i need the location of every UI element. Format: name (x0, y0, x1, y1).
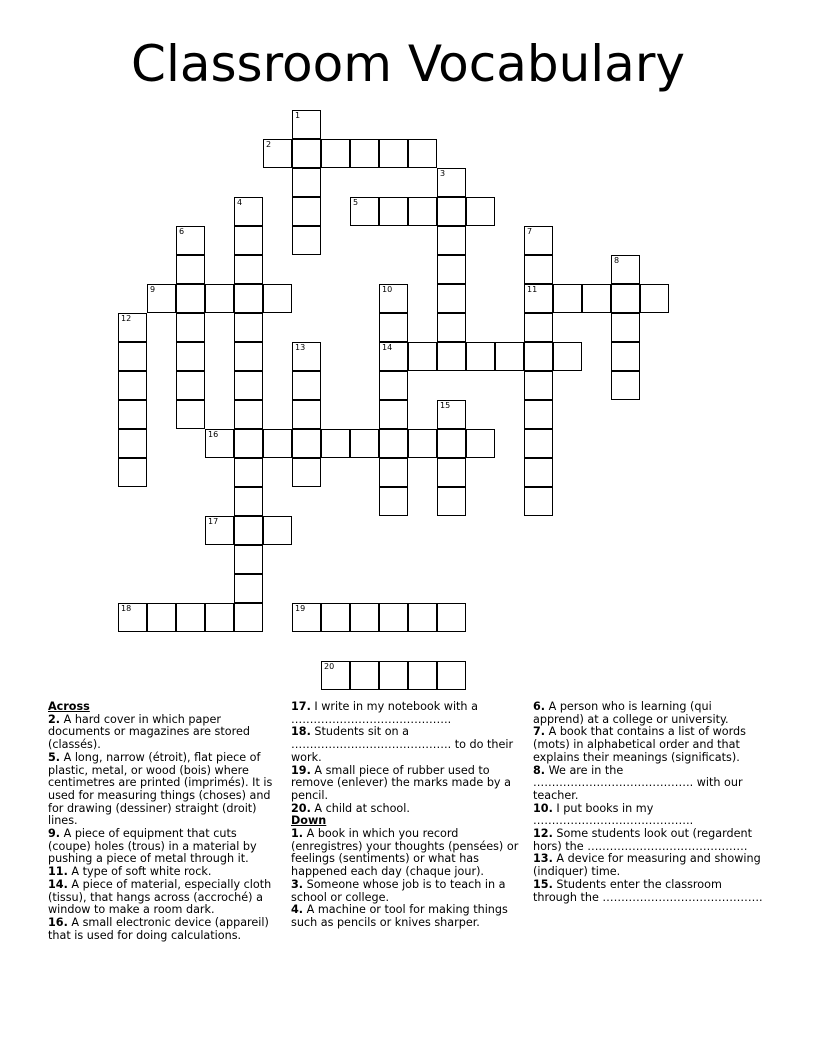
grid-cell[interactable] (379, 139, 408, 168)
grid-cell[interactable] (234, 400, 263, 429)
grid-cell[interactable] (321, 603, 350, 632)
grid-cell[interactable] (437, 226, 466, 255)
clue-item-text: Students enter the classroom through the ……………………………………. (533, 877, 763, 904)
clue-item-number: 18. (291, 725, 311, 739)
clue-number: 8 (614, 256, 620, 265)
clue-item (291, 879, 525, 904)
grid-cell[interactable] (205, 603, 234, 632)
grid-cell[interactable] (118, 313, 147, 342)
clue-number: 1 (295, 111, 301, 120)
clue-item (533, 803, 765, 828)
grid-cell[interactable] (292, 110, 321, 139)
grid-cell[interactable] (611, 371, 640, 400)
grid-cell[interactable] (582, 284, 611, 313)
grid-cell[interactable] (234, 255, 263, 284)
clue-item-text: I put books in my ……………………………………. (533, 801, 694, 828)
grid-cell[interactable] (205, 284, 234, 313)
clue-item (48, 714, 282, 752)
grid-cell[interactable] (379, 603, 408, 632)
grid-cell[interactable] (611, 255, 640, 284)
grid-cell[interactable] (553, 342, 582, 371)
grid-cell[interactable] (437, 661, 466, 690)
clues-column-2 (291, 701, 525, 930)
grid-cell[interactable] (408, 342, 437, 371)
clues-column-1 (48, 701, 282, 942)
grid-cell[interactable] (379, 400, 408, 429)
grid-cell[interactable] (176, 371, 205, 400)
grid-cell[interactable] (176, 255, 205, 284)
grid-cell[interactable] (379, 197, 408, 226)
clue-item-number: 13. (533, 852, 553, 866)
clue-number: 19 (295, 604, 306, 613)
clue-number: 2 (266, 140, 272, 149)
clue-item-text: A machine or tool for making things such as pencils or knives sharper. (291, 903, 508, 929)
grid-cell[interactable] (321, 429, 350, 458)
grid-cell[interactable] (524, 487, 553, 516)
grid-cell[interactable] (524, 226, 553, 255)
grid-cell[interactable] (553, 284, 582, 313)
grid-cell[interactable] (292, 400, 321, 429)
clue-number: 15 (440, 401, 451, 410)
clue-item-text: A piece of material, especially cloth (tissu), that hangs across (accroché) a window to make a room dark. (48, 877, 272, 917)
clue-item-number: 11. (48, 865, 68, 879)
grid-cell[interactable] (350, 429, 379, 458)
grid-cell[interactable] (292, 458, 321, 487)
grid-cell[interactable] (379, 661, 408, 690)
grid-cell[interactable] (408, 197, 437, 226)
clue-number: 13 (295, 343, 306, 352)
grid-cell[interactable] (234, 574, 263, 603)
clue-item-text: A type of soft white rock. (71, 865, 212, 879)
clue-item (48, 879, 282, 917)
clue-number: 6 (179, 227, 185, 236)
clue-item-number: 9. (48, 827, 61, 841)
clue-item (291, 828, 525, 879)
clue-item-text: A long, narrow (étroit), flat piece of plastic, metal, or wood (bois) where centimetres are printed (imprimés). It is used for measuring things (choses) and for drawing (dessiner) straight (droit) lines. (48, 750, 273, 828)
grid-cell[interactable] (234, 284, 263, 313)
clue-item-text: A small electronic device (appareil) that is used for doing calculations. (48, 915, 269, 942)
grid-cell[interactable] (292, 603, 321, 632)
grid-cell[interactable] (640, 284, 669, 313)
grid-cell[interactable] (321, 139, 350, 168)
grid-cell[interactable] (408, 429, 437, 458)
clue-item-number: 1. (291, 827, 304, 841)
clue-item-number: 6. (533, 700, 546, 713)
clue-item-number: 17. (291, 700, 311, 713)
clue-item (533, 701, 765, 726)
grid-cell[interactable] (176, 313, 205, 342)
clue-number: 9 (150, 285, 156, 294)
grid-cell[interactable] (234, 313, 263, 342)
grid-cell[interactable] (495, 342, 524, 371)
grid-cell[interactable] (350, 197, 379, 226)
clue-item-number: 20. (291, 801, 311, 815)
clue-item-number: 10. (533, 801, 553, 815)
grid-cell[interactable] (292, 429, 321, 458)
grid-cell[interactable] (321, 661, 350, 690)
clue-item-number: 15. (533, 877, 553, 891)
grid-cell[interactable] (437, 255, 466, 284)
grid-cell[interactable] (524, 458, 553, 487)
clue-item-number: 2. (48, 712, 61, 726)
clue-item (48, 917, 282, 942)
grid-cell[interactable] (524, 429, 553, 458)
grid-cell[interactable] (379, 284, 408, 313)
clue-item-number: 7. (533, 725, 546, 739)
grid-cell[interactable] (437, 429, 466, 458)
clue-number: 17 (208, 517, 219, 526)
grid-cell[interactable] (176, 400, 205, 429)
grid-cell[interactable] (292, 342, 321, 371)
clue-item (291, 765, 525, 803)
grid-cell[interactable] (234, 197, 263, 226)
grid-cell[interactable] (118, 603, 147, 632)
grid-cell[interactable] (350, 661, 379, 690)
grid-cell[interactable] (147, 284, 176, 313)
grid-cell[interactable] (379, 458, 408, 487)
clue-number: 18 (121, 604, 132, 613)
grid-cell[interactable] (524, 400, 553, 429)
clue-number: 14 (382, 343, 393, 352)
clue-item (48, 828, 282, 866)
grid-cell[interactable] (437, 168, 466, 197)
grid-cell[interactable] (350, 603, 379, 632)
clue-item (533, 879, 765, 904)
grid-cell[interactable] (292, 139, 321, 168)
grid-cell[interactable] (408, 661, 437, 690)
grid-cell[interactable] (379, 342, 408, 371)
clue-item (48, 752, 282, 828)
grid-cell[interactable] (611, 342, 640, 371)
grid-cell[interactable] (234, 342, 263, 371)
clue-item-text: Students sit on a ……………………………………. to do their work. (291, 725, 514, 764)
grid-cell[interactable] (292, 226, 321, 255)
grid-cell[interactable] (176, 342, 205, 371)
clue-item-number: 16. (48, 915, 68, 929)
grid-cell[interactable] (147, 603, 176, 632)
clue-item-number: 19. (291, 763, 311, 777)
grid-cell[interactable] (118, 458, 147, 487)
clue-item-text: A small piece of rubber used to remove (enlever) the marks made by a pencil. (291, 763, 511, 802)
grid-cell[interactable] (234, 603, 263, 632)
clue-item (533, 853, 765, 878)
clue-item-text: A device for measuring and showing (indiquer) time. (533, 852, 761, 879)
clue-item-text: A hard cover in which paper documents or magazines are stored (classés). (48, 712, 250, 752)
grid-cell[interactable] (524, 284, 553, 313)
grid-cell[interactable] (234, 429, 263, 458)
grid-cell[interactable] (118, 371, 147, 400)
grid-cell[interactable] (292, 371, 321, 400)
grid-cell[interactable] (524, 313, 553, 342)
grid-cell[interactable] (611, 284, 640, 313)
grid-cell[interactable] (118, 429, 147, 458)
grid-cell[interactable] (437, 400, 466, 429)
grid-cell[interactable] (466, 429, 495, 458)
grid-cell[interactable] (611, 313, 640, 342)
grid-cell[interactable] (437, 603, 466, 632)
grid-cell[interactable] (437, 197, 466, 226)
clue-item-text: Some students look out (regardent hors) the ……………………………………. (533, 827, 752, 853)
grid-cell[interactable] (263, 284, 292, 313)
clue-item-number: 8. (533, 763, 546, 777)
grid-cell[interactable] (437, 342, 466, 371)
clue-item-number: 5. (48, 750, 61, 764)
grid-cell[interactable] (437, 313, 466, 342)
clue-number: 11 (527, 285, 538, 294)
clue-number: 12 (121, 314, 132, 323)
grid-cell[interactable] (524, 255, 553, 284)
grid-cell[interactable] (234, 458, 263, 487)
clue-number: 16 (208, 430, 219, 439)
clue-item-text: I write in my notebook with a ……………………………………. (291, 700, 478, 726)
clue-number: 7 (527, 227, 533, 236)
clue-item (533, 726, 765, 764)
clue-item-number: 12. (533, 827, 553, 841)
grid-cell[interactable] (176, 603, 205, 632)
clue-number: 10 (382, 285, 393, 294)
grid-cell[interactable] (292, 197, 321, 226)
grid-cell[interactable] (234, 226, 263, 255)
grid-cell[interactable] (408, 603, 437, 632)
grid-cell[interactable] (205, 516, 234, 545)
grid-cell[interactable] (379, 487, 408, 516)
grid-cell[interactable] (263, 516, 292, 545)
grid-cell[interactable] (524, 342, 553, 371)
page-title: Classroom Vocabulary (131, 35, 685, 93)
grid-cell[interactable] (118, 342, 147, 371)
clue-item-number: 3. (291, 877, 304, 891)
grid-cell[interactable] (524, 371, 553, 400)
clue-item-text: A book in which you record (enregistres) your thoughts (pensées) or feelings (sentiments) or what has happened each day (chaque jour). (291, 827, 519, 879)
grid-cell[interactable] (263, 139, 292, 168)
grid-cell[interactable] (234, 545, 263, 574)
grid-cell[interactable] (234, 371, 263, 400)
grid-cell[interactable] (408, 139, 437, 168)
grid-cell[interactable] (437, 458, 466, 487)
grid-cell[interactable] (379, 313, 408, 342)
clue-item (291, 726, 525, 764)
grid-cell[interactable] (176, 226, 205, 255)
clue-number: 20 (324, 662, 335, 671)
clue-item (291, 904, 525, 929)
clue-item (291, 803, 525, 816)
grid-cell[interactable] (118, 400, 147, 429)
grid-cell[interactable] (205, 429, 234, 458)
clue-item (533, 765, 765, 803)
clue-item-text: A book that contains a list of words (mots) in alphabetical order and that explains their meanings (significats). (533, 725, 746, 764)
clue-item-text: We are in the ……………………………………. with our teacher. (533, 763, 743, 802)
grid-cell[interactable] (437, 284, 466, 313)
clue-number: 4 (237, 198, 243, 207)
clue-item-text: A person who is learning (qui apprend) at a college or university. (533, 700, 729, 726)
clue-item (533, 828, 765, 853)
clue-number: 3 (440, 169, 446, 178)
grid-cell[interactable] (379, 371, 408, 400)
grid-cell[interactable] (466, 342, 495, 371)
grid-cell[interactable] (466, 197, 495, 226)
grid-cell[interactable] (350, 139, 379, 168)
grid-cell[interactable] (234, 516, 263, 545)
clue-item (291, 701, 525, 726)
clue-item-text: A piece of equipment that cuts (coupe) holes (trous) in a material by pushing a piece of metal through it. (48, 827, 257, 866)
clue-item-number: 4. (291, 903, 304, 917)
clue-item-number: 14. (48, 877, 68, 891)
grid-cell[interactable] (292, 168, 321, 197)
grid-cell[interactable] (234, 487, 263, 516)
clue-number: 5 (353, 198, 359, 207)
grid-cell[interactable] (379, 429, 408, 458)
clue-section-heading: Down (291, 814, 327, 828)
clue-item-text: Someone whose job is to teach in a school or college. (291, 877, 506, 904)
grid-cell[interactable] (263, 429, 292, 458)
grid-cell[interactable] (176, 284, 205, 313)
clue-section-heading: Across (48, 700, 90, 713)
clues-column-3 (533, 701, 765, 904)
grid-cell[interactable] (437, 487, 466, 516)
clue-item-text: A child at school. (314, 801, 410, 815)
